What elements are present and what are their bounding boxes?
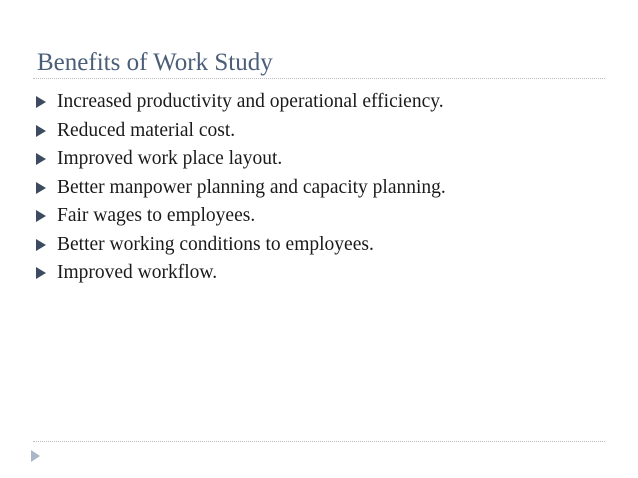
triangle-bullet-icon [36, 239, 46, 251]
slide-title: Benefits of Work Study [37, 49, 273, 76]
triangle-bullet-icon [36, 153, 46, 165]
bullet-text: Improved workflow. [57, 262, 218, 284]
bullet-text: Better working conditions to employees. [57, 233, 374, 255]
triangle-bullet-icon [36, 96, 46, 108]
footer-divider [33, 441, 605, 442]
bullet-text: Fair wages to employees. [57, 205, 256, 227]
bullet-text: Increased productivity and operational efficiency. [57, 91, 444, 113]
bullet-text: Better manpower planning and capacity planning. [57, 176, 446, 198]
triangle-bullet-icon [36, 267, 46, 279]
bullet-item [36, 231, 446, 260]
bullet-item [36, 117, 446, 146]
play-triangle-icon[interactable] [31, 450, 40, 462]
bullet-item [36, 174, 446, 203]
bullet-text: Reduced material cost. [57, 119, 236, 141]
bullet-item [36, 202, 446, 231]
bullet-item [36, 88, 446, 117]
triangle-bullet-icon [36, 182, 46, 194]
bullet-item [36, 145, 446, 174]
title-divider [33, 78, 605, 79]
bullet-list [36, 88, 446, 288]
bullet-text: Improved work place layout. [57, 148, 283, 170]
bullet-item [36, 259, 446, 288]
triangle-bullet-icon [36, 210, 46, 222]
triangle-bullet-icon [36, 125, 46, 137]
